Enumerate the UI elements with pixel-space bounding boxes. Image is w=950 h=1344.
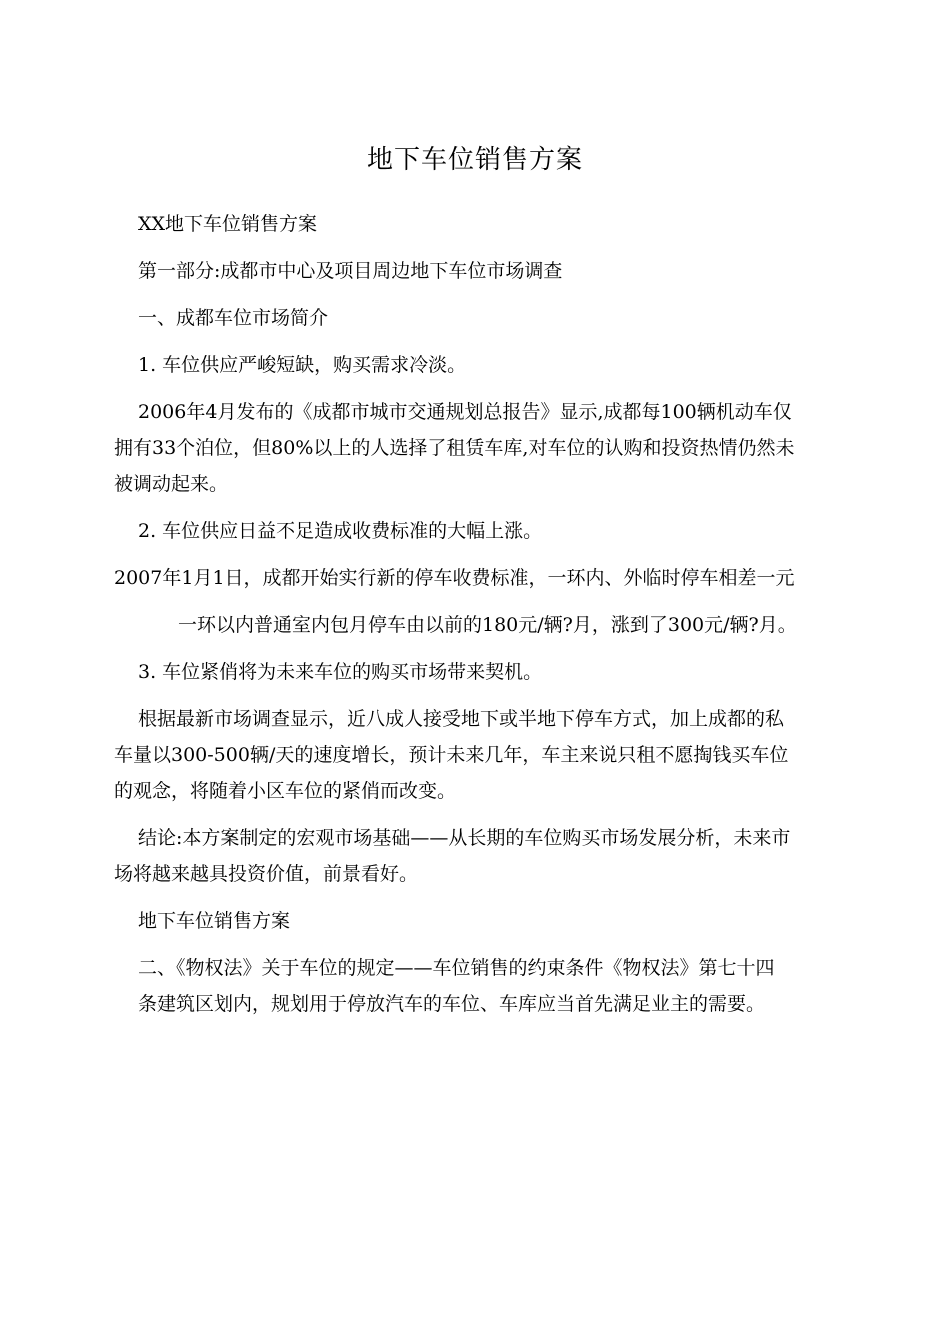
paragraph (114, 820, 858, 892)
paragraph (138, 607, 858, 643)
text-line: 被调动起来。 (114, 473, 229, 495)
text-line: XX地下车位销售方案 (138, 213, 318, 235)
text-line: 拥有33个泊位，但80%以上的人选择了租赁车库,对车位的认购和投资热情仍然未 (114, 437, 795, 459)
paragraph (114, 394, 858, 502)
document-title: 地下车位销售方案 (366, 145, 583, 175)
text-line: 二、《物权法》关于车位的规定——车位销售的约束条件《物权法》第七十四 (138, 957, 775, 979)
paragraph (138, 513, 858, 549)
text-line: 2006年4月发布的《成都市城市交通规划总报告》显示,成都每100辆机动车仅 (138, 401, 792, 423)
paragraph (138, 950, 858, 1022)
text-line: 2007年1月1日，成都开始实行新的停车收费标准，一环内、外临时停车相差一元 (114, 567, 795, 589)
paragraph (138, 347, 858, 383)
text-line: 条建筑区划内，规划用于停放汽车的车位、车库应当首先满足业主的需要。 (138, 993, 766, 1015)
text-line: 3. 车位紧俏将为未来车位的购买市场带来契机。 (138, 661, 543, 683)
paragraph (114, 701, 858, 809)
paragraph (138, 654, 858, 690)
text-line: 的观念，将随着小区车位的紧俏而改变。 (114, 780, 457, 802)
text-line: 1. 车位供应严峻短缺，购买需求冷淡。 (138, 354, 467, 376)
paragraph (138, 253, 858, 289)
paragraph (138, 300, 858, 336)
text-line: 一、成都车位市场简介 (138, 307, 329, 329)
text-line: 第一部分:成都市中心及项目周边地下车位市场调查 (138, 260, 563, 282)
text-line: 地下车位销售方案 (138, 910, 291, 932)
paragraph (138, 903, 858, 939)
paragraph (138, 206, 858, 242)
text-line: 结论:本方案制定的宏观市场基础——从长期的车位购买市场发展分析，未来市 (138, 827, 791, 849)
paragraph (114, 560, 858, 596)
document-body (114, 206, 858, 1033)
text-line: 根据最新市场调查显示，近八成人接受地下或半地下停车方式，加上成都的私 (138, 708, 785, 730)
text-line: 车量以300-500辆/天的速度增长，预计未来几年，车主来说只租不愿掏钱买车位 (114, 744, 789, 766)
text-line: 一环以内普通室内包月停车由以前的180元/辆?月，涨到了300元/辆?月。 (178, 614, 797, 636)
text-line: 2. 车位供应日益不足造成收费标准的大幅上涨。 (138, 520, 543, 542)
text-line: 场将越来越具投资价值，前景看好。 (114, 863, 419, 885)
